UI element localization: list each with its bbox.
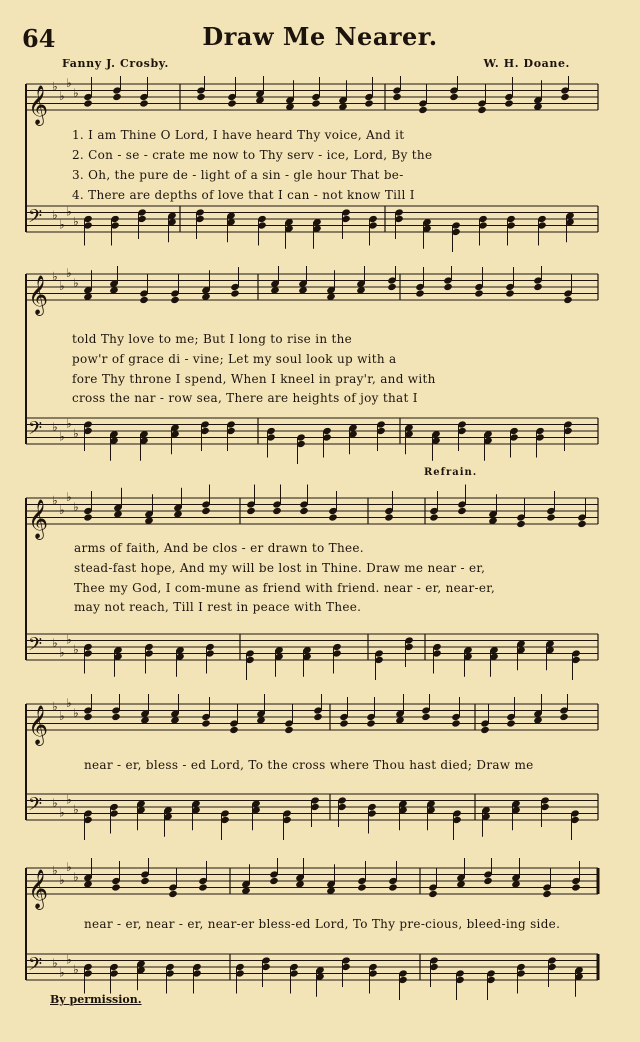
note-head [477,106,487,114]
note-head [542,890,552,898]
flat-sign-icon: ♭ [52,207,58,222]
flat-sign-icon: ♭ [73,85,79,100]
note-head [364,99,374,107]
staff-notation [0,858,640,1008]
music-system-5 [0,858,640,1008]
note-head [269,877,279,885]
lyric-verse-3: fore Thy throne I spend, When I kneel in pray'r, and with [72,372,436,386]
hymn-title: Draw Me Nearer. [202,22,438,51]
lyric-verse-1: 1. I am Thine O Lord, I have heard Thy voice, And it [72,128,405,142]
note-head [83,713,93,721]
note-head [421,713,431,721]
note-head [571,883,581,891]
note-head [357,883,367,891]
flat-sign-icon: ♭ [52,635,58,650]
lyric-verse-2: 2. Con - se - crate me now to Thy serv - ice, Lord, By the [72,148,433,162]
note-head [328,513,338,521]
flat-sign-icon: ♭ [52,699,58,714]
flat-sign-icon: ♭ [52,79,58,94]
note-head [546,513,556,521]
flat-sign-icon: ♭ [66,792,72,807]
treble-clef-icon: 𝄞 [28,869,49,909]
lyric-verse-2: pow'r of grace di - vine; Let my soul look up with a [72,352,397,366]
refrain-label: Refrain. [424,467,478,478]
note-head [516,520,526,528]
music-system-2 [0,266,640,466]
staff-notation [0,694,640,854]
lyric-line: near - er, near - er, near-er bless-ed Lord, To Thy pre-cious, bleed-ing side. [84,917,561,931]
lyric-verse-4: 4. There are depths of love that I can - not know Till I [72,188,415,202]
lyric-verse-1: arms of faith, And be clos - er drawn to Thee. [74,541,364,555]
bass-clef-icon: 𝄢 [28,206,43,232]
flat-sign-icon: ♭ [59,503,65,517]
note-head [577,520,587,528]
note-head [457,507,467,515]
lyric-verse-2: stead-fast hope, And my will be lost in Thine. Draw me near - er, [74,561,486,575]
note-head [387,283,397,291]
note-head [415,289,425,297]
note-head [533,283,543,291]
flat-sign-icon: ♭ [52,493,58,508]
note-head [299,507,309,515]
note-head [111,883,121,891]
note-head [196,93,206,101]
music-system-1 [0,76,640,266]
flat-sign-icon: ♭ [59,89,65,103]
note-head [140,877,150,885]
note-head [474,289,484,297]
flat-sign-icon: ♭ [73,802,79,817]
note-head [449,93,459,101]
treble-clef-icon: 𝄞 [28,705,49,745]
author-credit: Fanny J. Crosby. [62,57,169,70]
flat-sign-icon: ♭ [66,952,72,967]
composer-credit: W. H. Doane. [483,57,570,70]
lyric-verse-1: told Thy love to me; But I long to rise in the [72,332,353,346]
flat-sign-icon: ♭ [59,217,65,232]
bass-clef-icon: 𝄢 [28,634,43,660]
note-head [230,289,240,297]
flat-sign-icon: ♭ [66,204,72,219]
note-head [429,513,439,521]
flat-sign-icon: ♭ [59,709,65,723]
note-head [418,106,428,114]
note-head [272,507,282,515]
note-head [284,726,294,734]
flat-sign-icon: ♭ [59,805,65,820]
note-head [443,283,453,291]
note-head [168,890,178,898]
flat-sign-icon: ♭ [66,416,72,431]
lyric-verse-4: may not reach, Till I rest in peace with Thee. [74,600,362,614]
flat-sign-icon: ♭ [66,696,72,710]
note-head [229,726,239,734]
flat-sign-icon: ♭ [52,955,58,970]
lyric-line: near - er, bless - ed Lord, To the cross where Thou hast died; Draw me [84,758,534,772]
note-head [227,99,237,107]
page-number: 64 [22,24,56,53]
treble-clef-icon: 𝄞 [28,499,49,539]
note-head [560,93,570,101]
treble-clef-icon: 𝄞 [28,85,49,125]
staff-notation [0,266,640,466]
note-head [111,713,121,721]
flat-sign-icon: ♭ [66,266,72,280]
note-head [83,99,93,107]
flat-sign-icon: ♭ [59,645,65,660]
permission-note: By permission. [50,993,142,1006]
lyric-verse-3: 3. Oh, the pure de - light of a sin - gle hour That be- [72,168,404,182]
note-head [246,507,256,515]
note-head [428,890,438,898]
note-head [366,719,376,727]
flat-sign-icon: ♭ [66,490,72,504]
note-head [483,877,493,885]
flat-sign-icon: ♭ [73,275,79,290]
flat-sign-icon: ♭ [59,965,65,980]
note-head [311,99,321,107]
flat-sign-icon: ♭ [52,419,58,434]
flat-sign-icon: ♭ [66,76,72,90]
note-head [392,93,402,101]
bass-clef-icon: 𝄢 [28,418,43,444]
flat-sign-icon: ♭ [73,214,79,229]
flat-sign-icon: ♭ [52,863,58,878]
flat-sign-icon: ♭ [59,279,65,293]
note-head [139,296,149,304]
note-head [384,513,394,521]
flat-sign-icon: ♭ [73,499,79,514]
note-head [505,289,515,297]
note-head [313,713,323,721]
music-system-3 [0,478,640,688]
note-head [504,99,514,107]
note-head [559,713,569,721]
flat-sign-icon: ♭ [59,873,65,887]
note-head [201,507,211,515]
bass-clef-icon: 𝄢 [28,794,43,820]
flat-sign-icon: ♭ [66,632,72,647]
flat-sign-icon: ♭ [52,795,58,810]
flat-sign-icon: ♭ [73,869,79,884]
note-head [388,883,398,891]
flat-sign-icon: ♭ [52,269,58,284]
note-head [480,726,490,734]
lyric-verse-4: cross the nar - row sea, There are heights of joy that I [72,391,418,405]
treble-clef-icon: 𝄞 [28,275,49,315]
lyric-verse-3: Thee my God, I com-mune as friend with friend. near - er, near-er, [74,581,496,595]
note-head [563,296,573,304]
flat-sign-icon: ♭ [73,642,79,657]
note-head [198,883,208,891]
note-head [139,99,149,107]
flat-sign-icon: ♭ [73,705,79,720]
music-system-4 [0,694,640,854]
note-head [339,719,349,727]
note-head [506,719,516,727]
note-head [170,296,180,304]
note-head [83,513,93,521]
bass-clef-icon: 𝄢 [28,954,43,980]
flat-sign-icon: ♭ [73,962,79,977]
note-head [451,719,461,727]
note-head [201,719,211,727]
note-head [112,93,122,101]
flat-sign-icon: ♭ [73,426,79,441]
flat-sign-icon: ♭ [66,860,72,874]
flat-sign-icon: ♭ [59,429,65,444]
